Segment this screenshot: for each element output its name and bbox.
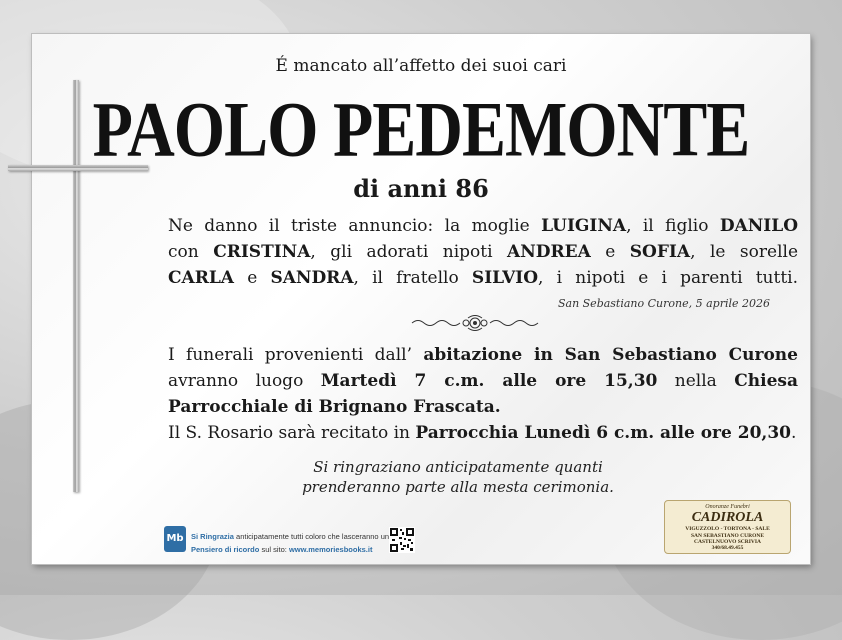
bold-text: SILVIO bbox=[471, 268, 539, 288]
bold-text: Parrocchiale di Brignano Frascata. bbox=[168, 397, 501, 417]
bold-text: ANDREA bbox=[507, 242, 591, 262]
text: avranno luogo bbox=[168, 371, 321, 391]
announcement-paragraph bbox=[168, 213, 798, 291]
memoriesbooks-logo-icon: Mb bbox=[164, 526, 186, 552]
text: nella bbox=[657, 371, 735, 391]
text-line bbox=[168, 368, 798, 394]
bold-text: Parrocchia Lunedì 6 c.m. alle ore 20,30 bbox=[415, 423, 791, 443]
footer-text: anticipatamente tutti coloro che lasceranno un bbox=[233, 532, 390, 541]
place-date: San Sebastiano Curone, 5 aprile 2026 bbox=[557, 297, 770, 310]
text: e bbox=[234, 268, 271, 288]
agency-phone: 340/68.49.455 bbox=[711, 545, 744, 551]
ornament-divider-icon bbox=[410, 314, 540, 332]
bold-text: CARLA bbox=[168, 268, 234, 288]
text: , gli adorati nipoti bbox=[310, 242, 508, 262]
agency-towns: VIGUZZOLO - TORTONA - SALE bbox=[685, 526, 770, 532]
qr-code-icon[interactable] bbox=[389, 527, 415, 553]
text: . bbox=[790, 423, 797, 443]
text: , i nipoti e i parenti tutti. bbox=[538, 268, 798, 288]
bold-text: SOFIA bbox=[629, 242, 691, 262]
thanks-line: Si ringraziano anticipatamente quanti bbox=[313, 458, 603, 476]
text: , il figlio bbox=[626, 216, 720, 236]
bold-text: Chiesa bbox=[734, 371, 798, 391]
funeral-agency-logo bbox=[664, 500, 791, 554]
text-line bbox=[168, 342, 798, 368]
bold-text: DANILO bbox=[719, 216, 798, 236]
text: con bbox=[168, 242, 214, 262]
bold-text: abitazione in San Sebastiano Curone bbox=[423, 345, 798, 365]
deceased-name: PAOLO PEDEMONTE bbox=[92, 87, 750, 174]
thanks-line: prenderanno parte alla mesta cerimonia. bbox=[302, 478, 614, 496]
text: e bbox=[590, 242, 630, 262]
footer-website-link[interactable]: www.memoriesbooks.it bbox=[288, 545, 373, 554]
bold-text: LUIGINA bbox=[541, 216, 627, 236]
bold-text: CRISTINA bbox=[213, 242, 311, 262]
agency-name: CADIROLA bbox=[691, 510, 764, 525]
text-line bbox=[168, 394, 798, 420]
agency-label: Onoranze Funebri bbox=[705, 504, 750, 510]
footer-highlight: Pensiero di ricordo bbox=[191, 545, 260, 554]
text-line bbox=[168, 239, 798, 265]
agency-town: CASTELNUOVO SCRIVIA bbox=[694, 539, 761, 545]
footer-note bbox=[191, 530, 391, 556]
bold-text: SANDRA bbox=[270, 268, 354, 288]
text: Il S. Rosario sarà recitato in bbox=[168, 423, 416, 443]
text-line bbox=[168, 265, 798, 291]
text: I funerali provenienti dall’ bbox=[168, 345, 424, 365]
footer-highlight: Si Ringrazia bbox=[191, 532, 234, 541]
text: , il fratello bbox=[353, 268, 472, 288]
bold-text: Martedì 7 c.m. alle ore 15,30 bbox=[320, 371, 658, 391]
deceased-age: di anni 86 bbox=[353, 174, 489, 203]
text-line bbox=[168, 213, 798, 239]
footer-text: sul sito: bbox=[259, 545, 289, 554]
text: Ne danno il triste annuncio: la moglie bbox=[168, 216, 542, 236]
thanks-paragraph bbox=[0, 457, 842, 497]
agency-town: SAN SEBASTIANO CURONE bbox=[690, 533, 765, 539]
intro-text: É mancato all’affetto dei suoi cari bbox=[275, 56, 567, 76]
text: , le sorelle bbox=[690, 242, 799, 262]
funeral-paragraph bbox=[168, 342, 798, 420]
rosary-paragraph bbox=[168, 423, 808, 443]
